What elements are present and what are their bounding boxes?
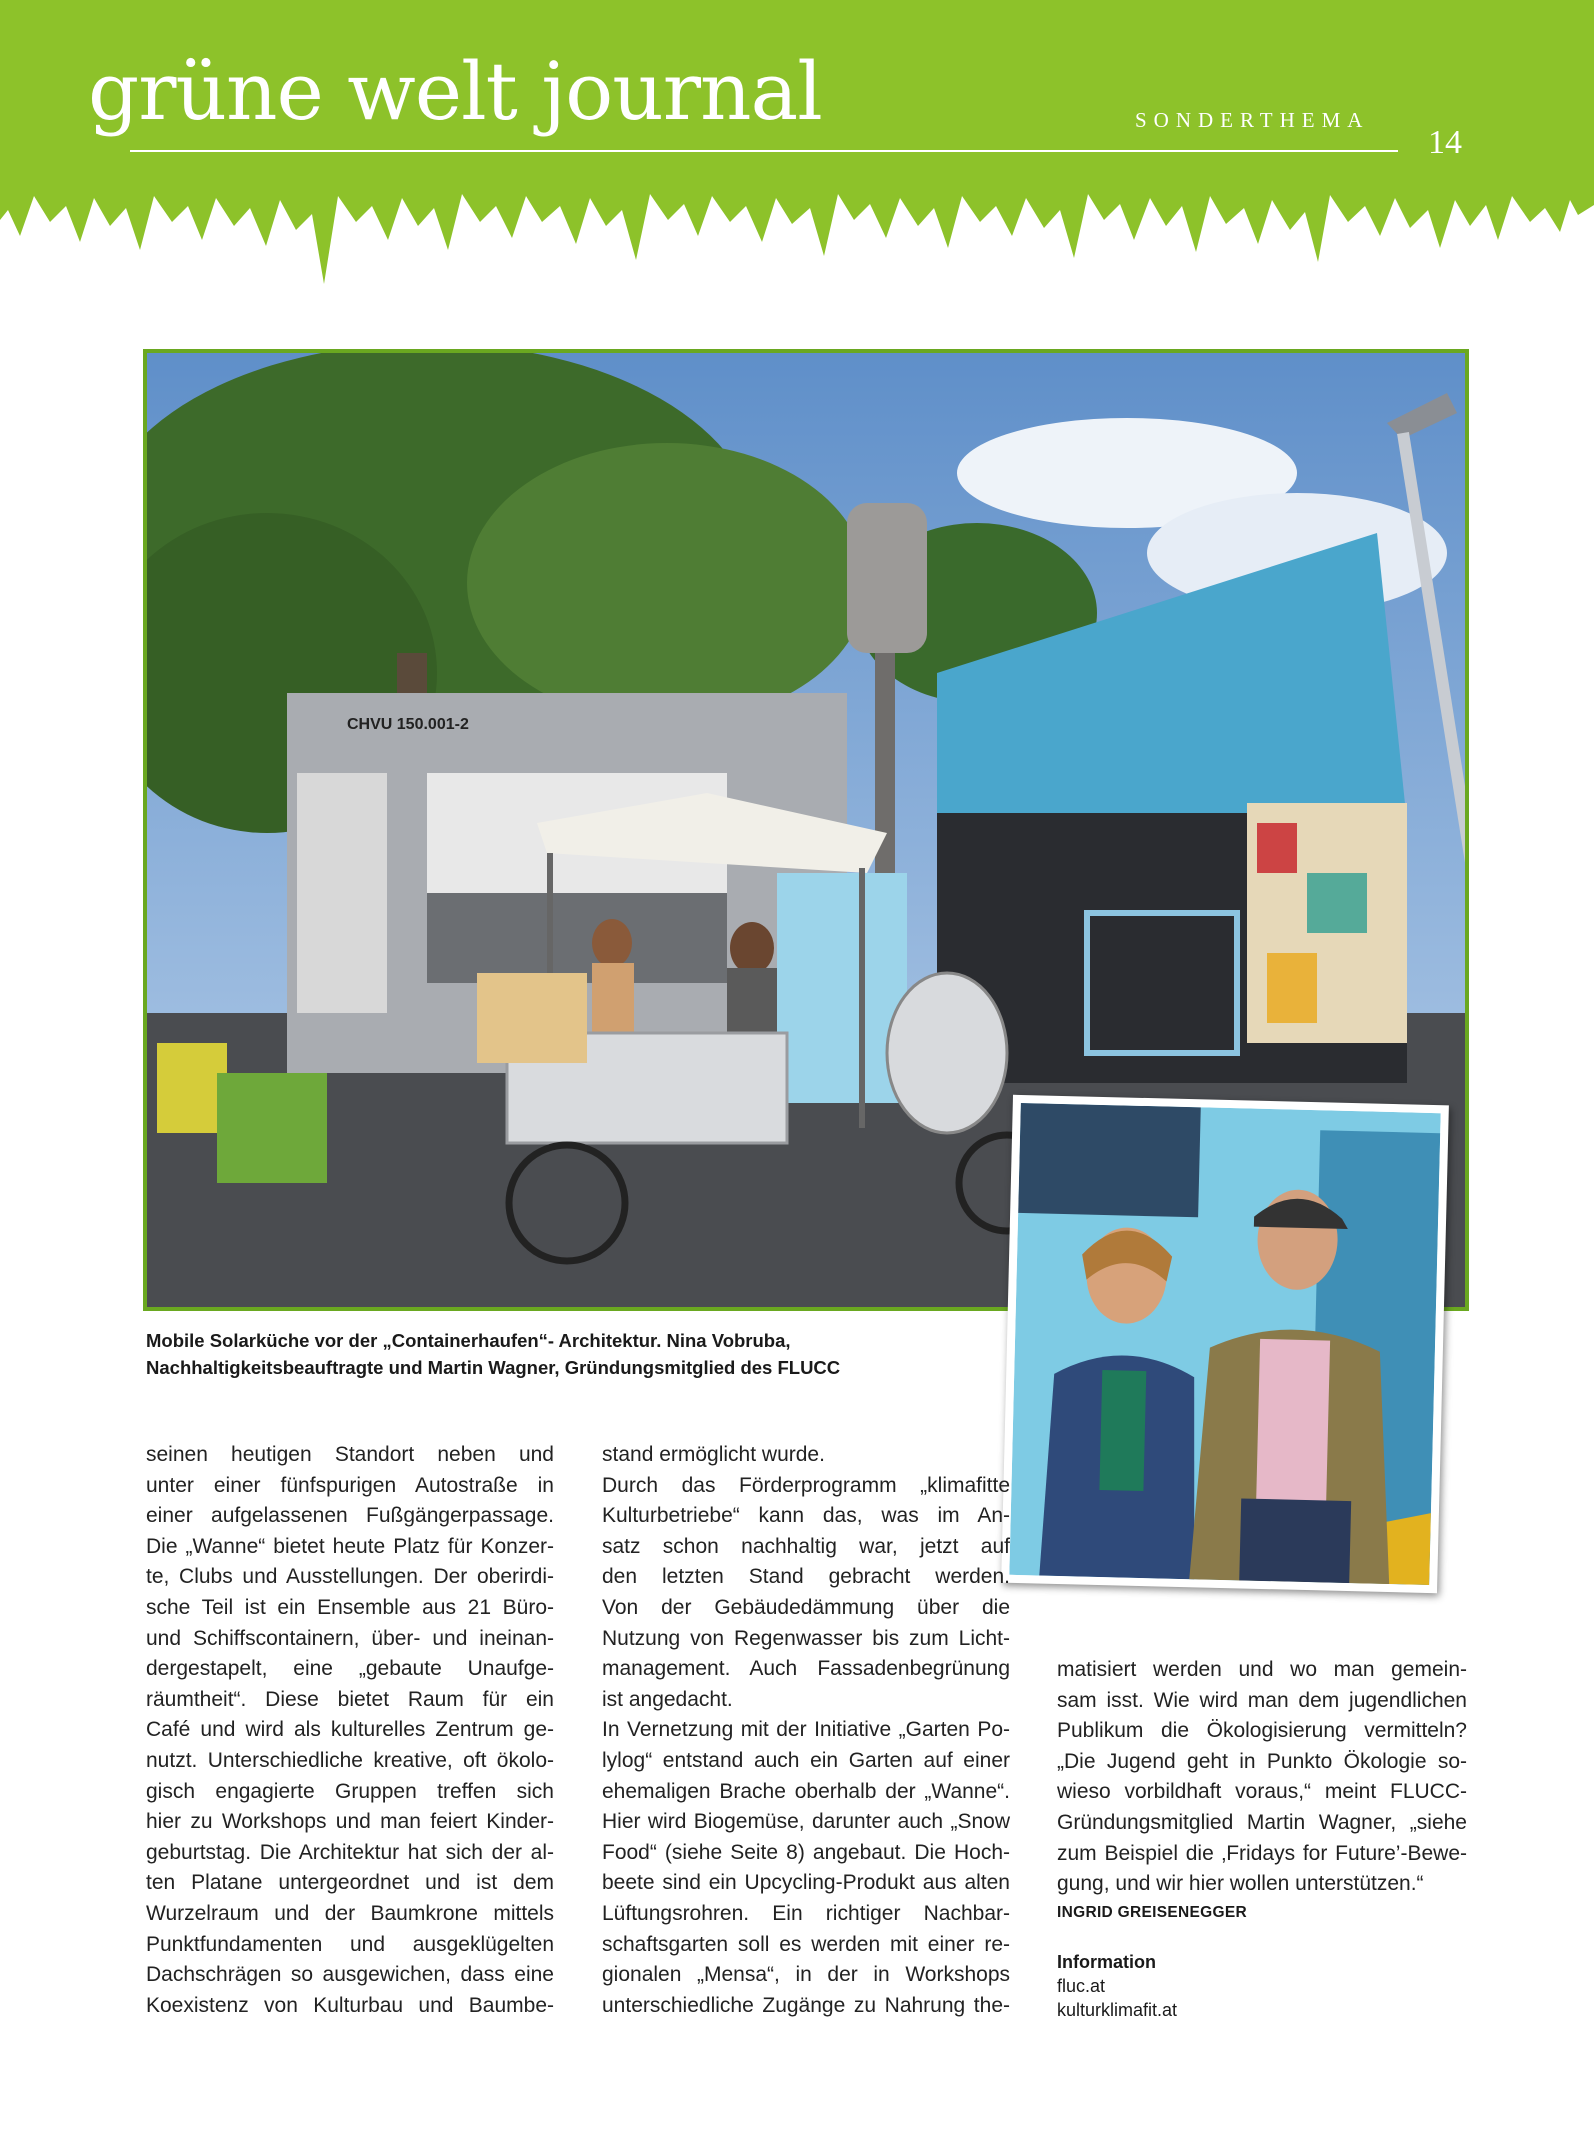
text-line: dergestapelt, eine „gebaute Unaufge- bbox=[146, 1657, 554, 1681]
link-kulturklimafit[interactable]: kulturklimafit.at bbox=[1057, 2000, 1178, 2020]
text-line: satz schon nachhaltig war, jetzt auf bbox=[602, 1534, 1010, 1558]
journal-title: grüne welt journal bbox=[88, 45, 822, 138]
text-line: stand ermöglicht wurde. bbox=[602, 1443, 825, 1466]
text-line: In Vernetzung mit der Initiative „Garten Po- bbox=[602, 1718, 1010, 1742]
text-line: gung, und wir hier wollen unterstützen.“ bbox=[1057, 1872, 1424, 1896]
container-label: CHVU 150.001-2 bbox=[347, 716, 469, 733]
text-line: räumtheit“. Diese bietet Raum für ein bbox=[146, 1687, 554, 1711]
text-line: lylog“ entstand auch ein Garten auf einer bbox=[602, 1748, 1010, 1772]
text-line: Food“ (siehe Seite 8) angebaut. Die Hoch- bbox=[602, 1840, 1010, 1864]
grass-banner-shape bbox=[0, 0, 1594, 284]
information-label: Information bbox=[1057, 1952, 1156, 1972]
text-line: ten Platane untergeordnet und ist dem bbox=[146, 1871, 554, 1895]
text-line: Von der Gebäudedämmung über die bbox=[602, 1595, 1010, 1619]
inset-photo bbox=[1001, 1095, 1449, 1594]
text-line: einer aufgelassenen Fußgängerpassage. bbox=[146, 1504, 554, 1528]
text-line: beete sind ein Upcycling-Produkt aus alten bbox=[602, 1871, 1010, 1895]
text-line: Die „Wanne“ bietet heute Platz für Konzer- bbox=[146, 1534, 554, 1558]
article-column-1 bbox=[146, 1440, 554, 2021]
page-number: 14 bbox=[1428, 124, 1462, 161]
header-rule bbox=[130, 150, 1398, 152]
text-line: gisch engagierte Gruppen treffen sich bbox=[146, 1779, 554, 1803]
text-line: den letzten Stand gebracht werden. bbox=[602, 1565, 1010, 1589]
text-line: Lüftungsrohren. Ein richtiger Nachbar- bbox=[602, 1901, 1010, 1925]
text-line: Kulturbetriebe“ kann das, was im An- bbox=[602, 1504, 1010, 1528]
text-line: schaftsgarten soll es werden mit einer re- bbox=[602, 1932, 1010, 1956]
text-line: Nutzung von Regenwasser bis zum Licht- bbox=[602, 1626, 1010, 1650]
text-line: unter einer fünfspurigen Autostraße in bbox=[146, 1473, 554, 1497]
article-column-2 bbox=[602, 1440, 1010, 2021]
text-line: Publikum die Ökologisierung vermitteln? bbox=[1057, 1719, 1467, 1743]
text-line: sche Teil ist ein Ensemble aus 21 Büro- bbox=[146, 1595, 554, 1619]
text-line: wieso vorbildhaft voraus,“ meint FLUCC- bbox=[1057, 1780, 1467, 1804]
section-label: SONDERTHEMA bbox=[1135, 108, 1370, 132]
inset-photo-illustration bbox=[1009, 1103, 1440, 1585]
article-column-3 bbox=[1057, 1655, 1467, 1900]
text-line: hier zu Workshops und man feiert Kinder- bbox=[146, 1810, 554, 1834]
text-line: Dachschrägen so ausgewichen, dass eine bbox=[146, 1963, 554, 1987]
text-line: Wurzelraum und der Baumkrone mittels bbox=[146, 1901, 554, 1925]
text-line: und Schiffscontainern, über- und ineinan- bbox=[146, 1626, 554, 1650]
text-line: zum Beispiel die ‚Fridays for Future’-Bewe- bbox=[1057, 1841, 1467, 1865]
text-line: gionalen „Mensa“, in der in Workshops bbox=[602, 1963, 1010, 1987]
text-line: management. Auch Fassadenbegrünung bbox=[602, 1657, 1010, 1681]
text-line: „Die Jugend geht in Punkto Ökologie so- bbox=[1057, 1749, 1467, 1773]
text-line: geburtstag. Die Architektur hat sich der al- bbox=[146, 1840, 554, 1864]
text-line: ist angedacht. bbox=[602, 1687, 733, 1711]
text-line: matisiert werden und wo man gemein- bbox=[1057, 1658, 1467, 1681]
author-name: INGRID GREISENEGGER bbox=[1057, 1904, 1248, 1921]
text-line: Café und wird als kulturelles Zentrum ge- bbox=[146, 1718, 554, 1742]
text-line: Gründungsmitglied Martin Wagner, „siehe bbox=[1057, 1810, 1467, 1834]
text-line: Hier wird Biogemüse, darunter auch „Snow bbox=[602, 1810, 1010, 1834]
photo-caption: Mobile Solarküche vor der „Containerhaufen“- Architektur. Nina Vobruba, Nachhaltigkeitsbeauftragte und Martin Wagner, Gründungsmitglied des FLUCC bbox=[146, 1330, 841, 1378]
text-line: nutzt. Unterschiedliche kreative, oft ökolo- bbox=[146, 1748, 554, 1772]
text-line: te, Clubs und Ausstellungen. Der oberirdi- bbox=[146, 1565, 554, 1589]
text-line: sam isst. Wie wird man dem jugendlichen bbox=[1057, 1688, 1467, 1712]
link-fluc[interactable]: fluc.at bbox=[1057, 1976, 1106, 1996]
text-line: unterschiedliche Zugänge zu Nahrung the- bbox=[602, 1993, 1010, 2017]
text-line: Punktfundamenten und ausgeklügelten bbox=[146, 1932, 554, 1956]
text-line: ehemaligen Brache oberhalb der „Wanne“. bbox=[602, 1779, 1010, 1803]
text-line: seinen heutigen Standort neben und bbox=[146, 1443, 554, 1466]
text-line: Koexistenz von Kulturbau und Baumbe- bbox=[146, 1993, 554, 2017]
information-box bbox=[1057, 1950, 1177, 2022]
text-line: Durch das Förderprogramm „klimafitte bbox=[602, 1473, 1010, 1497]
page-header bbox=[0, 0, 1594, 300]
balcony bbox=[1018, 1103, 1201, 1217]
